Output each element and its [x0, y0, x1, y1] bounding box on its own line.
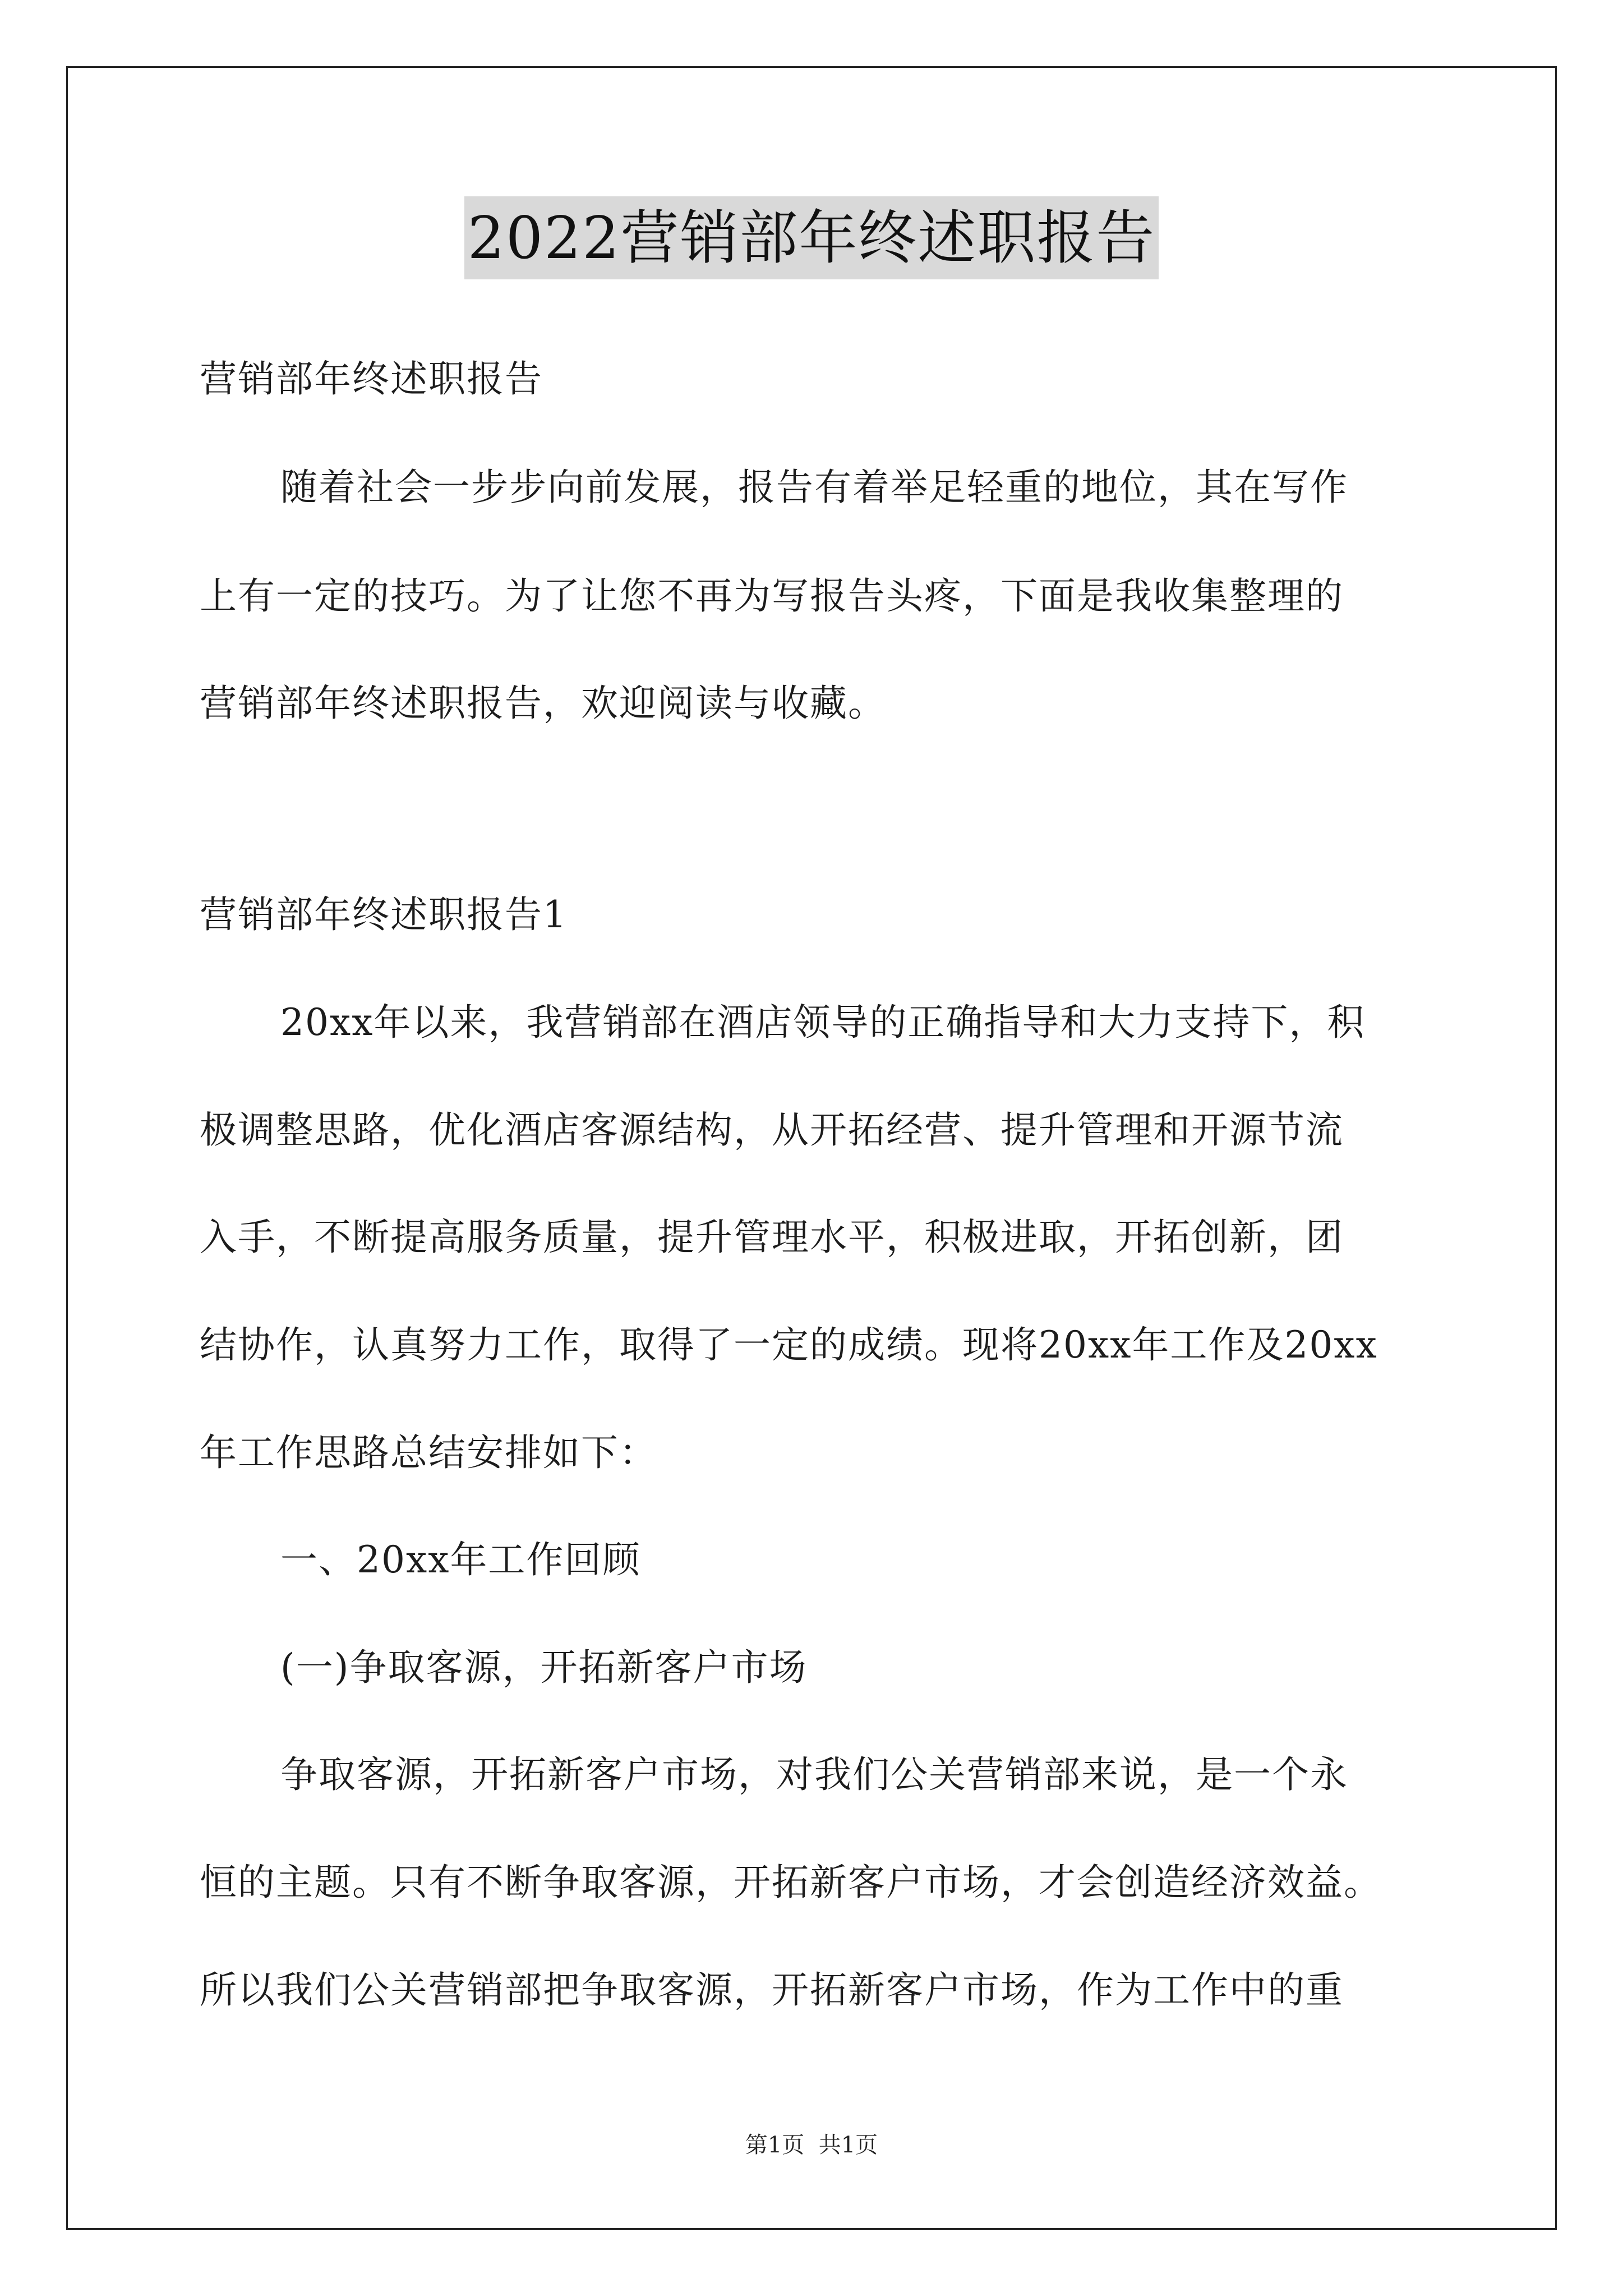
body-line: 恒的主题。只有不断争取客源，开拓新客户市场，才会创造经济效益。 [200, 1861, 1382, 1904]
section-heading: 营销部年终述职报告1 [200, 893, 568, 936]
body-line: 年工作思路总结安排如下： [200, 1431, 657, 1474]
document-title: 2022营销部年终述职报告 [464, 196, 1159, 279]
subheading-line: 一、20xx年工作回顾 [280, 1538, 641, 1581]
subheading-line: (一)争取客源，开拓新客户市场 [280, 1646, 808, 1689]
body-line: 营销部年终述职报告，欢迎阅读与收藏。 [200, 682, 886, 725]
body-line: 20xx年以来，我营销部在酒店领导的正确指导和大力支持下，积 [280, 1001, 1366, 1044]
title-container [0, 196, 1623, 279]
body-line: 所以我们公关营销部把争取客源，开拓新客户市场，作为工作中的重 [200, 1968, 1344, 2012]
body-line: 极调整思路，优化酒店客源结构，从开拓经营、提升管理和开源节流 [200, 1108, 1344, 1152]
subtitle-line: 营销部年终述职报告 [200, 357, 543, 401]
body-line: 入手，不断提高服务质量，提升管理水平，积极进取，开拓创新，团 [200, 1216, 1344, 1259]
body-line: 争取客源，开拓新客户市场，对我们公关营销部来说，是一个永 [280, 1753, 1348, 1796]
body-line: 结协作，认真努力工作，取得了一定的成绩。现将20xx年工作及20xx [200, 1323, 1378, 1366]
page-footer: 第1页 共1页 [745, 2132, 878, 2158]
body-line: 上有一定的技巧。为了让您不再为写报告头疼，下面是我收集整理的 [200, 574, 1344, 618]
body-line: 随着社会一步步向前发展，报告有着举足轻重的地位，其在写作 [280, 466, 1348, 509]
